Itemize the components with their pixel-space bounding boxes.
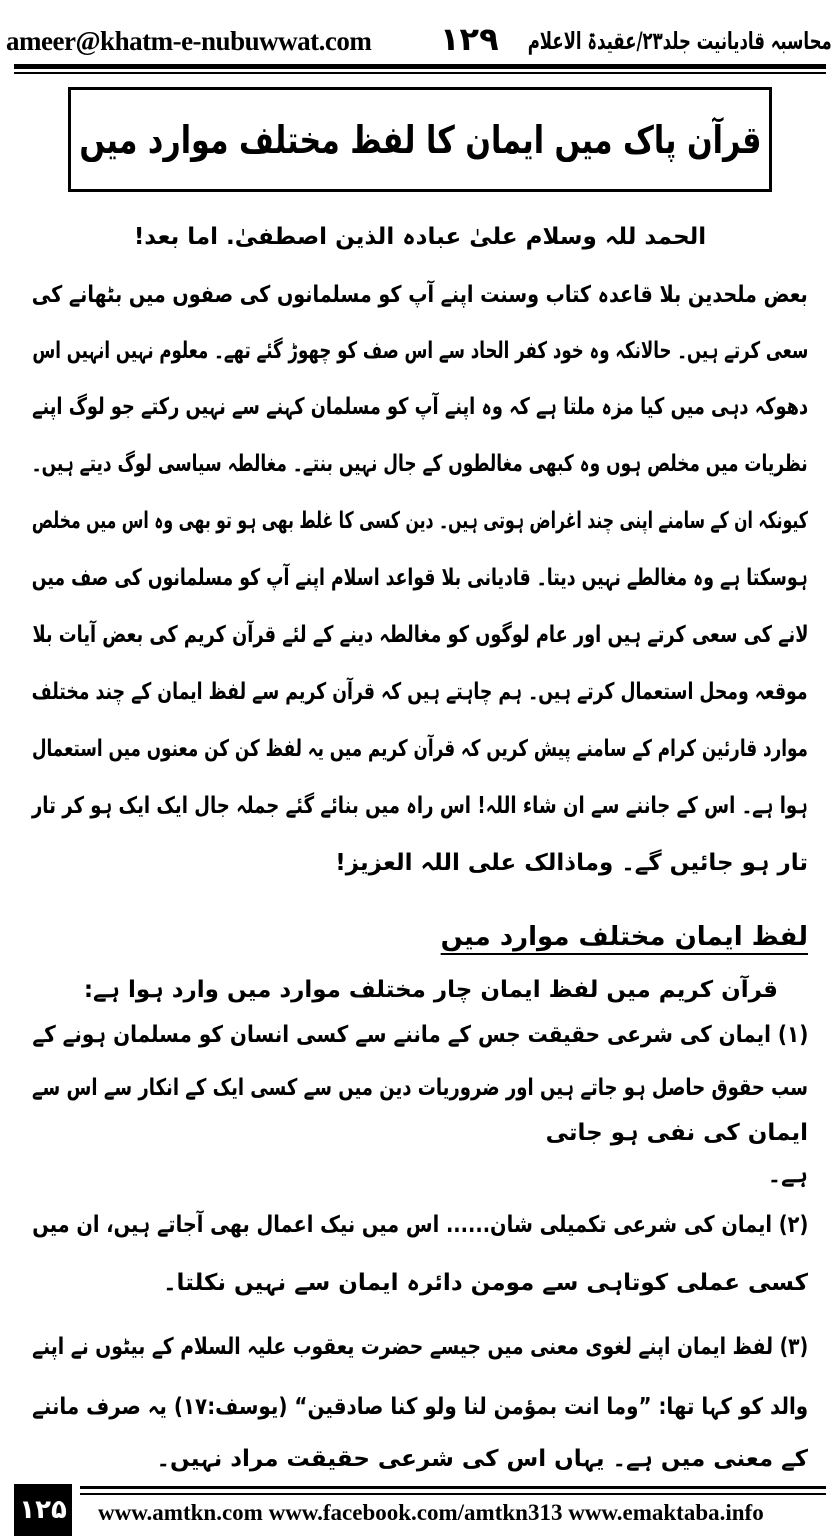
- text-line: والد کو کہا تھا: ”وما انت بمؤمن لنا ولو کنا صادقین“ (یوسف:۱۷) یہ صرف ماننے: [32, 1394, 808, 1420]
- text-line: دھوکہ دہی میں کیا مزہ ملتا ہے کہ وہ اپنے آپ کو مسلمان کہنے سے نہیں رکتے جو لوگ اپنے: [32, 394, 808, 420]
- chapter-title-box: [68, 87, 772, 192]
- text-line: (۱) ایمان کی شرعی حقیقت جس کے ماننے سے کسی انسان کو مسلمان ہونے کے: [32, 1022, 808, 1048]
- intro-line: قرآن کریم میں لفظ ایمان چار مختلف موارد میں وارد ہوا ہے:: [83, 977, 778, 1003]
- footer-page-number: ۱۲۵: [14, 1484, 72, 1536]
- section-subheading: لفظ ایمان مختلف موارد میں: [440, 922, 808, 952]
- header-book-title: محاسبہ قادیانیت جلد۲۳/عقیدۃ الاعلام: [528, 27, 832, 55]
- header-email: ameer@khatm-e-nubuwwat.com: [6, 26, 372, 56]
- text-line: موارد قارئین کرام کے سامنے پیش کریں کہ قرآن کریم میں یہ لفظ کن کن معنوں میں استعمال: [32, 736, 808, 762]
- text-line: بعض ملحدین بلا قاعدہ کتاب وسنت اپنے آپ کو مسلمانوں کی صفوں میں بٹھانے کی: [32, 282, 808, 308]
- footer-divider: [80, 1486, 826, 1489]
- text-line: سعی کرتے ہیں۔ حالانکہ وہ خود کفر الحاد سے اس صف کو چھوڑ گئے تھے۔ معلوم نہیں انہیں اس: [32, 338, 808, 364]
- header-page-number: ۱۲۹: [440, 20, 499, 58]
- footer-urls: www.amtkn.com www.facebook.com/amtkn313 www.emaktaba.info: [98, 1500, 764, 1525]
- opening-line: الحمد للہ وسلام علیٰ عبادہ الذین اصطفیٰ. اما بعد!: [133, 224, 707, 250]
- text-line: ہوا ہے۔ اس کے جاننے سے ان شاء اللہ! اس راہ میں بنائے گئے جملہ جال ایک ایک ہو کر تار: [32, 793, 808, 819]
- header-divider-thin: [14, 72, 826, 74]
- text-line: لانے کی سعی کرتے ہیں اور عام لوگوں کو مغالطہ دینے کے لئے قرآن کریم کی بعض آیات بلا: [32, 622, 808, 648]
- text-line: نظریات میں مخلص ہوں وہ کبھی مغالطوں کے جال نہیں بنتے۔ مغالطہ سیاسی لوگ دیتے ہیں۔: [32, 451, 808, 477]
- text-line: ہوسکتا ہے وہ مغالطے نہیں دیتا۔ قادیانی بلا قواعد اسلام اپنے آپ کو مسلمانوں کی صف میں: [32, 565, 808, 591]
- header-divider: [14, 64, 826, 69]
- text-line: ہے۔: [767, 1162, 808, 1188]
- text-line: کے معنی میں ہے۔ یہاں اس کی شرعی حقیقت مراد نہیں۔: [156, 1446, 808, 1472]
- text-line: (۲) ایمان کی شرعی تکمیلی شان...... اس میں نیک اعمال بھی آجاتے ہیں، ان میں: [32, 1212, 808, 1238]
- text-line: ایمان کی نفی ہو جاتی: [545, 1120, 808, 1146]
- text-line: سب حقوق حاصل ہو جاتے ہیں اور ضروریات دین میں سے کسی ایک کے انکار سے اس سے: [32, 1075, 808, 1101]
- text-line: تار ہو جائیں گے۔ وماذالک علی اللہ العزیز!: [335, 850, 808, 876]
- footer-divider-thin: [80, 1493, 826, 1495]
- text-line: کیونکہ ان کے سامنے اپنی چند اغراض ہوتی ہیں۔ دین کسی کا غلط بھی ہو تو بھی وہ اس میں مخلص: [32, 508, 808, 534]
- chapter-title: قرآن پاک میں ایمان کا لفظ مختلف موارد میں: [79, 117, 762, 162]
- text-line: (۳) لفظ ایمان اپنے لغوی معنی میں جیسے حضرت یعقوب علیہ السلام کے بیٹوں نے اپنے: [32, 1334, 808, 1360]
- text-line: موقعہ ومحل استعمال کرتے ہیں۔ ہم چاہتے ہیں کہ قرآن کریم سے لفظ ایمان کے چند مختلف: [32, 679, 808, 705]
- text-line: کسی عملی کوتاہی سے مومن دائرہ ایمان سے نہیں نکلتا۔: [163, 1270, 808, 1296]
